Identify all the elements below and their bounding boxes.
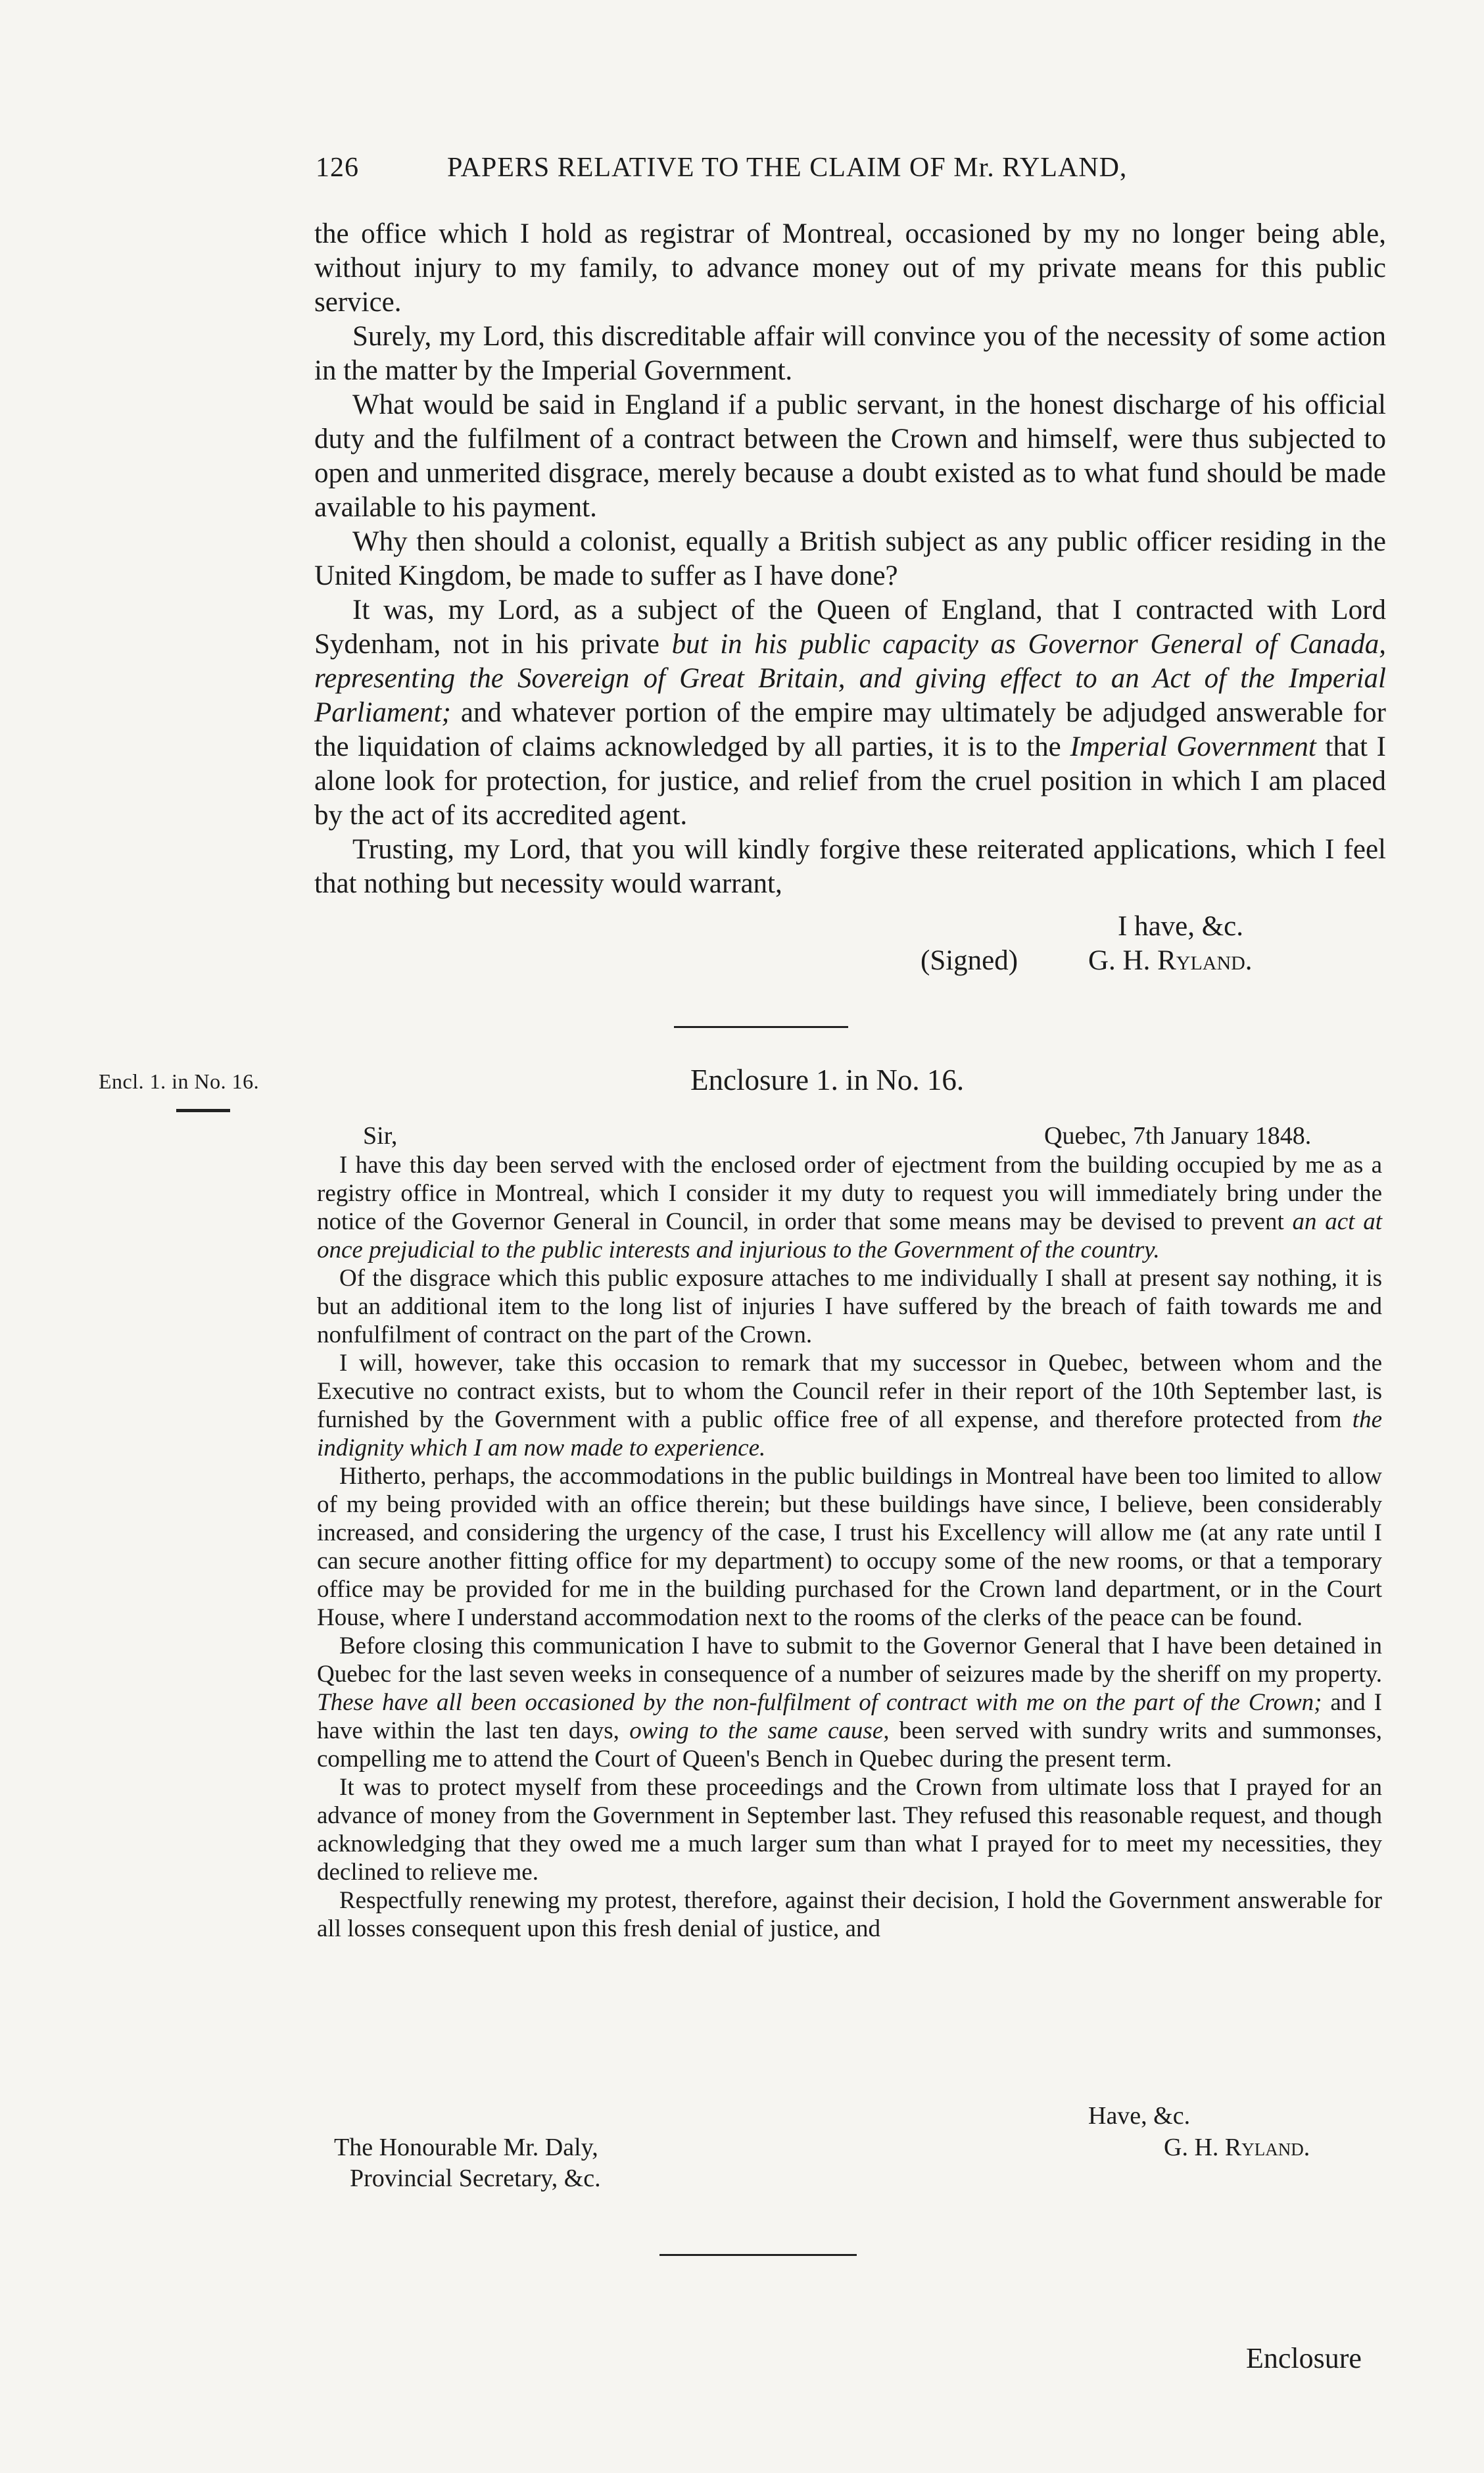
letter-paragraph: Trusting, my Lord, that you will kindly forgive these reiterated applications, which I feel that nothing but necessity would warrant, bbox=[314, 834, 1386, 899]
letter-paragraph: What would be said in England if a public servant, in the honest discharge of his official duty and the fulfilment of a contract between the Crown and himself, were thus subjected to open and unmerited disgrace, merely because a doubt existed as to what fund should be made available to his payment. bbox=[314, 389, 1386, 523]
enclosure-body bbox=[317, 1151, 1382, 1943]
enclosure-closing: Have, &c. bbox=[1088, 2102, 1191, 2130]
italic-run: an act at once prejudicial to the public interests and injurious to the Government of the country. bbox=[317, 1208, 1382, 1263]
page-number: 126 bbox=[316, 153, 359, 183]
margin-note: Encl. 1. in No. 16. bbox=[99, 1069, 260, 1093]
enclosure-paragraph bbox=[317, 1349, 1382, 1462]
letter-paragraph bbox=[314, 593, 1386, 833]
enclosure-paragraph: Hitherto, perhaps, the accommodations in the public buildings in Montreal have been too limited to allow of my being provided with an office therein; but these buildings have since, I believe, been considerably increased, and considering the urgency of the case, I trust his Excellency will allow me (at any rate until I can secure another fitting office for my department) to occupy some of the new rooms, or that a temporary office may be provided for me in the building purchased for the Crown land department, or in the Court House, where I understand accommodation next to the rooms of the clerks of the peace can be found. bbox=[317, 1463, 1382, 1631]
letter-paragraph: Surely, my Lord, this discreditable affair will convince you of the necessity of some action in the matter by the Imperial Government. bbox=[314, 321, 1386, 386]
italic-run: but in his public capacity as Governor General of Canada, representing the Sovereign of Great Britain, and giving effect to an Act of the Imperial Parliament; bbox=[314, 629, 1386, 728]
letter-paragraph: Why then should a colonist, equally a British subject as any public officer residing in the United Kingdom, be made to suffer as I have done? bbox=[314, 526, 1386, 591]
section-divider bbox=[659, 2254, 857, 2256]
section-divider bbox=[674, 1026, 848, 1028]
letter-paragraph: the office which I hold as registrar of Montreal, occasioned by my no longer being able, without injury to my family, to advance money out of my private means for this public service. bbox=[314, 218, 1386, 318]
catchword: Enclosure bbox=[1246, 2342, 1362, 2374]
enclosure-paragraph bbox=[317, 1151, 1382, 1264]
enclosure-paragraph: Of the disgrace which this public exposure attaches to me individually I shall at present say nothing, it is but an additional item to the long list of injuries I have suffered by the breach of faith towards me and nonfulfilment of contract on the part of the Crown. bbox=[317, 1265, 1382, 1348]
margin-note-underline bbox=[176, 1109, 230, 1112]
enclosure-paragraph: Respectfully renewing my protest, therefore, against their decision, I hold the Government answerable for all losses consequent upon this fresh denial of justice, and bbox=[317, 1887, 1382, 1942]
salutation: Sir, bbox=[363, 1122, 398, 1150]
enclosure-paragraph bbox=[317, 1632, 1382, 1773]
text-run: I will, however, take this occasion to remark that my successor in Quebec, between whom and the Executive no contract exists, but to whom the Council refer in their report of the 10th September last, is furnished by the Government with a public office free of all expense, and therefore protected from bbox=[317, 1350, 1382, 1433]
addressee-name: The Honourable Mr. Daly, bbox=[334, 2134, 598, 2161]
enclosure-title: Enclosure 1. in No. 16. bbox=[690, 1064, 965, 1096]
letter-signed: (Signed) bbox=[921, 945, 1018, 976]
text-run: and whatever portion of the empire may ultimately be adjudged answerable for the liquidation of claims acknowledged by all parties, it is to the bbox=[314, 697, 1386, 762]
italic-run: Imperial Government bbox=[1070, 731, 1316, 762]
running-title: PAPERS RELATIVE TO THE CLAIM OF Mr. RYLAND, bbox=[447, 153, 1128, 183]
page-header bbox=[316, 148, 1400, 187]
letter-signature: G. H. Ryland. bbox=[1088, 945, 1253, 976]
letter-closing: I have, &c. bbox=[1118, 911, 1244, 942]
dateline: Quebec, 7th January 1848. bbox=[1044, 1122, 1312, 1150]
text-run: been served with sundry writs and summonses, compelling me to attend the Court of Queen's Bench in Quebec during the present term. bbox=[317, 1717, 1383, 1773]
text-run: that I alone look for protection, for justice, and relief from the cruel position in which I am placed by the act of its accredited agent. bbox=[314, 731, 1386, 831]
text-run: and I have within the last ten days, bbox=[317, 1689, 1382, 1744]
italic-run: These have all been occasioned by the non-fulfilment of contract with me on the part of the Crown; bbox=[317, 1689, 1322, 1716]
letter-body bbox=[314, 217, 1386, 901]
enclosure-paragraph: It was to protect myself from these proceedings and the Crown from ultimate loss that I prayed for an advance of money from the Government in September last. They refused this reasonable request, and though acknowledging that they owed me a much larger sum than what I prayed for to meet my necessities, they declined to relieve me. bbox=[317, 1774, 1382, 1886]
italic-run: the indignity which I am now made to experience. bbox=[317, 1406, 1382, 1461]
addressee-title: Provincial Secretary, &c. bbox=[350, 2165, 601, 2192]
italic-run: owing to the same cause, bbox=[629, 1717, 890, 1744]
text-run: It was, my Lord, as a subject of the Queen of England, that I contracted with Lord Sydenham, not in his private bbox=[314, 595, 1386, 660]
enclosure-signature: G. H. Ryland. bbox=[1164, 2134, 1310, 2161]
text-run: Before closing this communication I have to submit to the Governor General that I have been detained in Quebec for the last seven weeks in consequence of a number of seizures made by the sheriff on my property. bbox=[317, 1632, 1382, 1688]
text-run: I have this day been served with the enclosed order of ejectment from the building occupied by me as a registry office in Montreal, which I consider it my duty to request you will immediately bring under the notice of the Governor General in Council, in order that some means may be devised to prevent bbox=[317, 1152, 1382, 1235]
